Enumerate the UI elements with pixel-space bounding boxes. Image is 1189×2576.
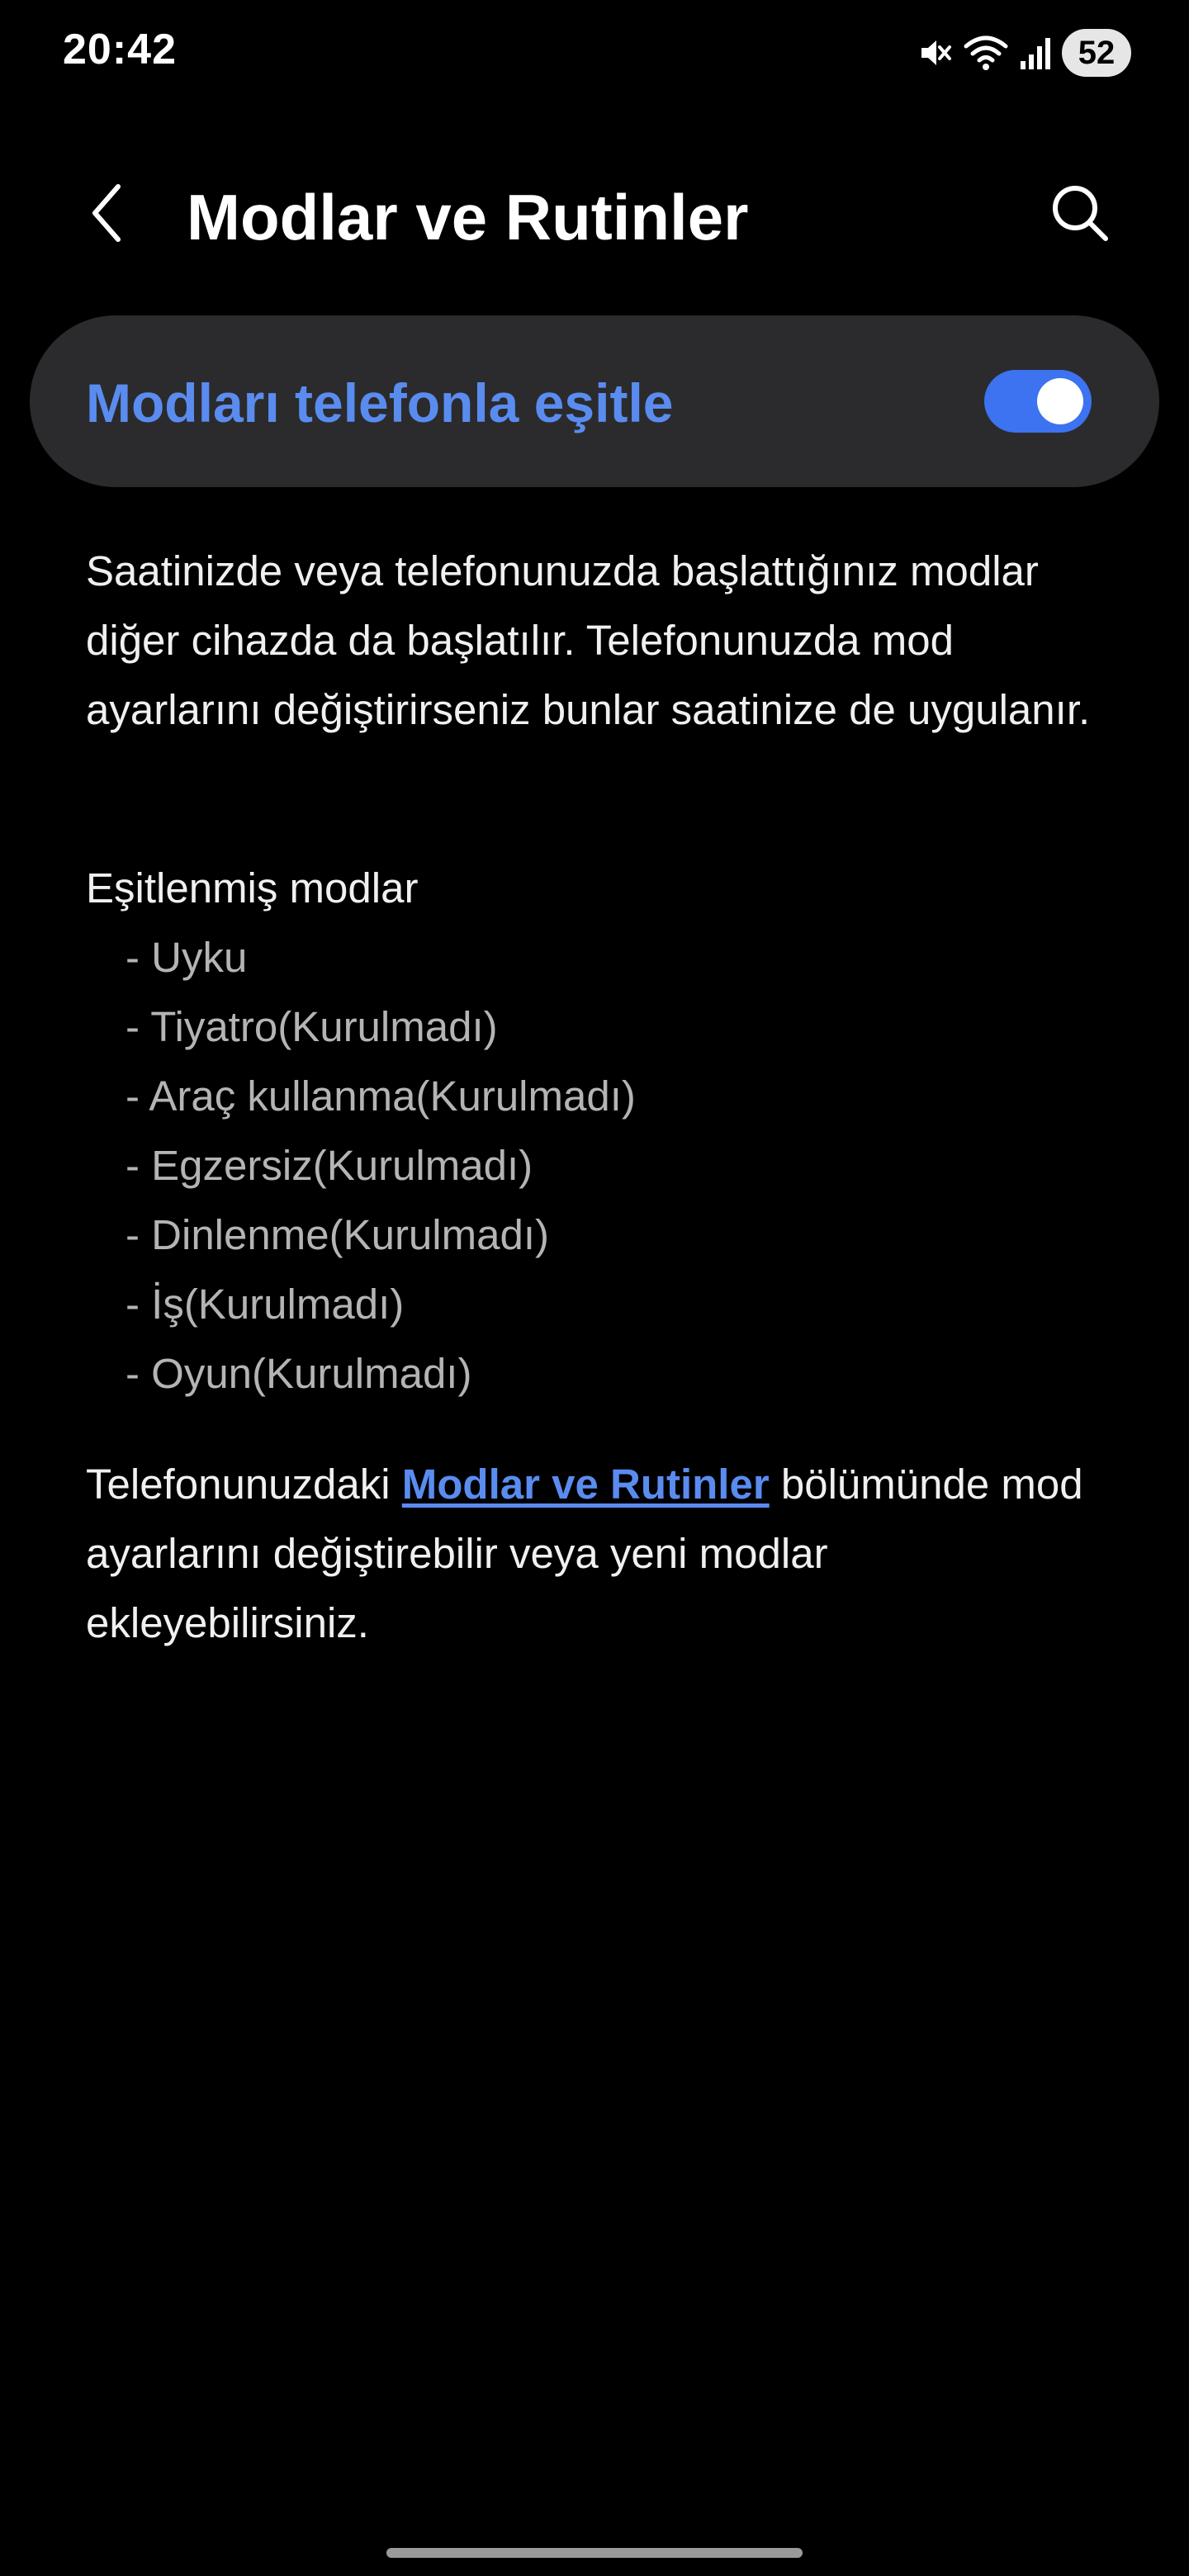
battery-icon: [1062, 29, 1131, 77]
status-bar: [0, 0, 1189, 107]
sync-modes-toggle[interactable]: [984, 370, 1092, 433]
status-icons: [917, 28, 1131, 78]
search-icon: [1049, 182, 1111, 248]
mode-item-is: - İş(Kurulmadı): [126, 1281, 405, 1328]
footer-text-after: bölümünde mod ayarlarını değiştirebilir veya yeni modlar ekleyebilirsiniz.: [86, 1461, 1083, 1646]
app-header: [0, 157, 1189, 272]
mode-item-uyku: - Uyku: [126, 934, 248, 981]
mode-item-dinlenme: - Dinlenme(Kurulmadı): [126, 1211, 549, 1258]
footer-text-before: Telefonunuzdaki: [86, 1461, 402, 1508]
back-button[interactable]: [74, 173, 140, 256]
footer-text: [86, 1450, 1110, 1658]
mute-icon: [917, 35, 953, 71]
sync-modes-card[interactable]: [30, 315, 1159, 487]
sync-modes-label: Modları telefonla eşitle: [86, 372, 674, 433]
status-time: 20:42: [63, 26, 177, 73]
toggle-knob: [1037, 378, 1083, 424]
back-arrow-icon: [87, 180, 128, 250]
battery-level: 52: [1078, 34, 1116, 71]
mode-item-arac-kullanma: - Araç kullanma(Kurulmadı): [126, 1073, 636, 1120]
wifi-icon: [963, 33, 1009, 73]
mode-item-tiyatro: - Tiyatro(Kurulmadı): [126, 1003, 498, 1050]
synced-modes-heading: Eşitlenmiş modlar: [86, 864, 419, 912]
mode-item-oyun: - Oyun(Kurulmadı): [126, 1350, 472, 1397]
synced-modes-list: [126, 923, 636, 1409]
home-indicator[interactable]: [386, 2548, 803, 2558]
page-title: Modlar ve Rutinler: [187, 181, 749, 253]
mode-item-egzersiz: - Egzersiz(Kurulmadı): [126, 1142, 533, 1189]
modes-routines-link[interactable]: Modlar ve Rutinler: [401, 1461, 770, 1508]
description-text: Saatinizde veya telefonunuzda başlattığınız modlar diğer cihazda da başlatılır. Telefonunuzda mod ayarlarını değiştirirseniz bunlar saatinize de uygulanır.: [86, 547, 1091, 733]
search-button[interactable]: [1039, 173, 1121, 256]
signal-icon: [1019, 35, 1052, 71]
